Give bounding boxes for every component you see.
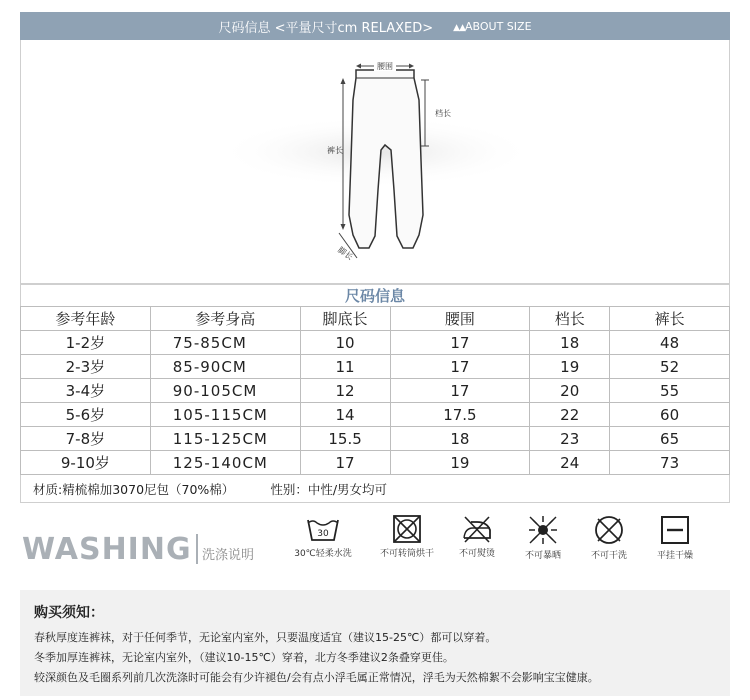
cell-length: 65 bbox=[610, 427, 730, 451]
wash-30-icon bbox=[305, 514, 341, 544]
header-subtitle: ABOUT SIZE bbox=[465, 19, 532, 33]
cell-crotch: 22 bbox=[530, 403, 610, 427]
care-label: 不可转筒烘干 bbox=[379, 549, 434, 559]
cell-age: 2-3岁 bbox=[21, 355, 151, 379]
table-row bbox=[21, 403, 730, 427]
no-dry-clean-icon bbox=[592, 514, 626, 546]
care-label: 不可熨烫 bbox=[458, 549, 495, 559]
cell-waist: 17.5 bbox=[390, 403, 530, 427]
col-height: 参考身高 bbox=[150, 307, 300, 331]
size-table bbox=[20, 306, 730, 475]
washing-section bbox=[20, 510, 730, 590]
col-crotch: 档长 bbox=[530, 307, 610, 331]
cell-waist: 18 bbox=[390, 427, 530, 451]
care-item-dryclean bbox=[574, 514, 644, 561]
col-length: 裤长 bbox=[610, 307, 730, 331]
crotch-label: 档长 bbox=[435, 109, 451, 118]
notice-line: 较深颜色及毛圈系列前几次洗涤时可能会有少许褪色/会有点小浮毛属正常情况，浮毛为天然棉絮不会影响宝宝健康。 bbox=[34, 671, 599, 684]
table-row bbox=[21, 355, 730, 379]
header-title: 尺码信息 <平量尺寸cm RELAXED> bbox=[218, 20, 434, 36]
cell-height: 85-90CM bbox=[150, 355, 300, 379]
washing-subtitle: 洗涤说明 bbox=[202, 548, 255, 563]
no-tumble-dry-icon bbox=[391, 514, 423, 544]
cell-foot: 10 bbox=[300, 331, 390, 355]
cell-age: 1-2岁 bbox=[21, 331, 151, 355]
cell-height: 90-105CM bbox=[150, 379, 300, 403]
notice-line: 春秋厚度连裤袜，对于任何季节，无论室内室外，只要温度适宜（建议15-25℃）都可以穿着。 bbox=[34, 631, 497, 644]
cell-waist: 19 bbox=[390, 451, 530, 475]
triangle-icons: ▲▲ bbox=[453, 22, 465, 33]
size-table-section bbox=[20, 284, 730, 503]
cell-height: 105-115CM bbox=[150, 403, 300, 427]
cell-waist: 17 bbox=[390, 379, 530, 403]
cell-length: 48 bbox=[610, 331, 730, 355]
cell-foot: 17 bbox=[300, 451, 390, 475]
cell-foot: 11 bbox=[300, 355, 390, 379]
material-text: 材质:精梳棉加3070尼包（70%棉） bbox=[33, 481, 235, 497]
dry-flat-icon bbox=[659, 514, 691, 546]
care-label: 不可暴晒 bbox=[524, 551, 561, 561]
table-row bbox=[21, 331, 730, 355]
care-item-tumble bbox=[372, 514, 442, 559]
cell-length: 60 bbox=[610, 403, 730, 427]
table-row bbox=[21, 451, 730, 475]
cell-height: 115-125CM bbox=[150, 427, 300, 451]
gender-text: 性别：中性/男女均可 bbox=[270, 481, 388, 497]
cell-length: 73 bbox=[610, 451, 730, 475]
cell-age: 3-4岁 bbox=[21, 379, 151, 403]
care-label: 平挂干燥 bbox=[656, 551, 693, 561]
cell-length: 52 bbox=[610, 355, 730, 379]
no-iron-icon bbox=[459, 514, 495, 544]
length-label: 裤长 bbox=[327, 146, 343, 155]
col-foot: 脚底长 bbox=[300, 307, 390, 331]
care-item-iron bbox=[442, 514, 512, 559]
col-waist: 腰围 bbox=[390, 307, 530, 331]
care-item-dryflat bbox=[640, 514, 710, 561]
foot-label: 脚长 bbox=[336, 245, 355, 262]
care-label: 30℃轻柔水洗 bbox=[294, 549, 352, 559]
care-item-sun bbox=[508, 514, 578, 561]
cell-foot: 14 bbox=[300, 403, 390, 427]
waist-label: 腰围 bbox=[377, 62, 393, 71]
tights-diagram bbox=[20, 40, 730, 284]
washing-divider bbox=[196, 534, 198, 564]
notice-title: 购买须知： bbox=[34, 605, 104, 621]
notice-line: 冬季加厚连裤袜，无论室内室外，（建议10-15℃）穿着，北方冬季建议2条叠穿更佳。 bbox=[34, 651, 454, 664]
care-item-wash bbox=[288, 514, 358, 559]
washing-title: WASHING bbox=[22, 532, 192, 567]
svg-text:30: 30 bbox=[317, 529, 329, 539]
cell-age: 7-8岁 bbox=[21, 427, 151, 451]
cell-height: 125-140CM bbox=[150, 451, 300, 475]
cell-foot: 12 bbox=[300, 379, 390, 403]
table-header-row bbox=[21, 307, 730, 331]
cell-age: 9-10岁 bbox=[21, 451, 151, 475]
size-info-header bbox=[20, 12, 730, 40]
cell-crotch: 18 bbox=[530, 331, 610, 355]
care-label: 不可干洗 bbox=[590, 551, 627, 561]
cell-crotch: 24 bbox=[530, 451, 610, 475]
tights-illustration bbox=[21, 40, 731, 284]
cell-height: 75-85CM bbox=[150, 331, 300, 355]
table-row bbox=[21, 427, 730, 451]
cell-crotch: 19 bbox=[530, 355, 610, 379]
cell-length: 55 bbox=[610, 379, 730, 403]
no-sun-icon bbox=[525, 514, 561, 546]
cell-foot: 15.5 bbox=[300, 427, 390, 451]
cell-waist: 17 bbox=[390, 355, 530, 379]
cell-waist: 17 bbox=[390, 331, 530, 355]
col-age: 参考年龄 bbox=[21, 307, 151, 331]
cell-crotch: 23 bbox=[530, 427, 610, 451]
table-row bbox=[21, 379, 730, 403]
table-title: 尺码信息 bbox=[20, 284, 730, 306]
material-row bbox=[20, 475, 730, 503]
cell-age: 5-6岁 bbox=[21, 403, 151, 427]
cell-crotch: 20 bbox=[530, 379, 610, 403]
purchase-notice bbox=[20, 590, 730, 696]
